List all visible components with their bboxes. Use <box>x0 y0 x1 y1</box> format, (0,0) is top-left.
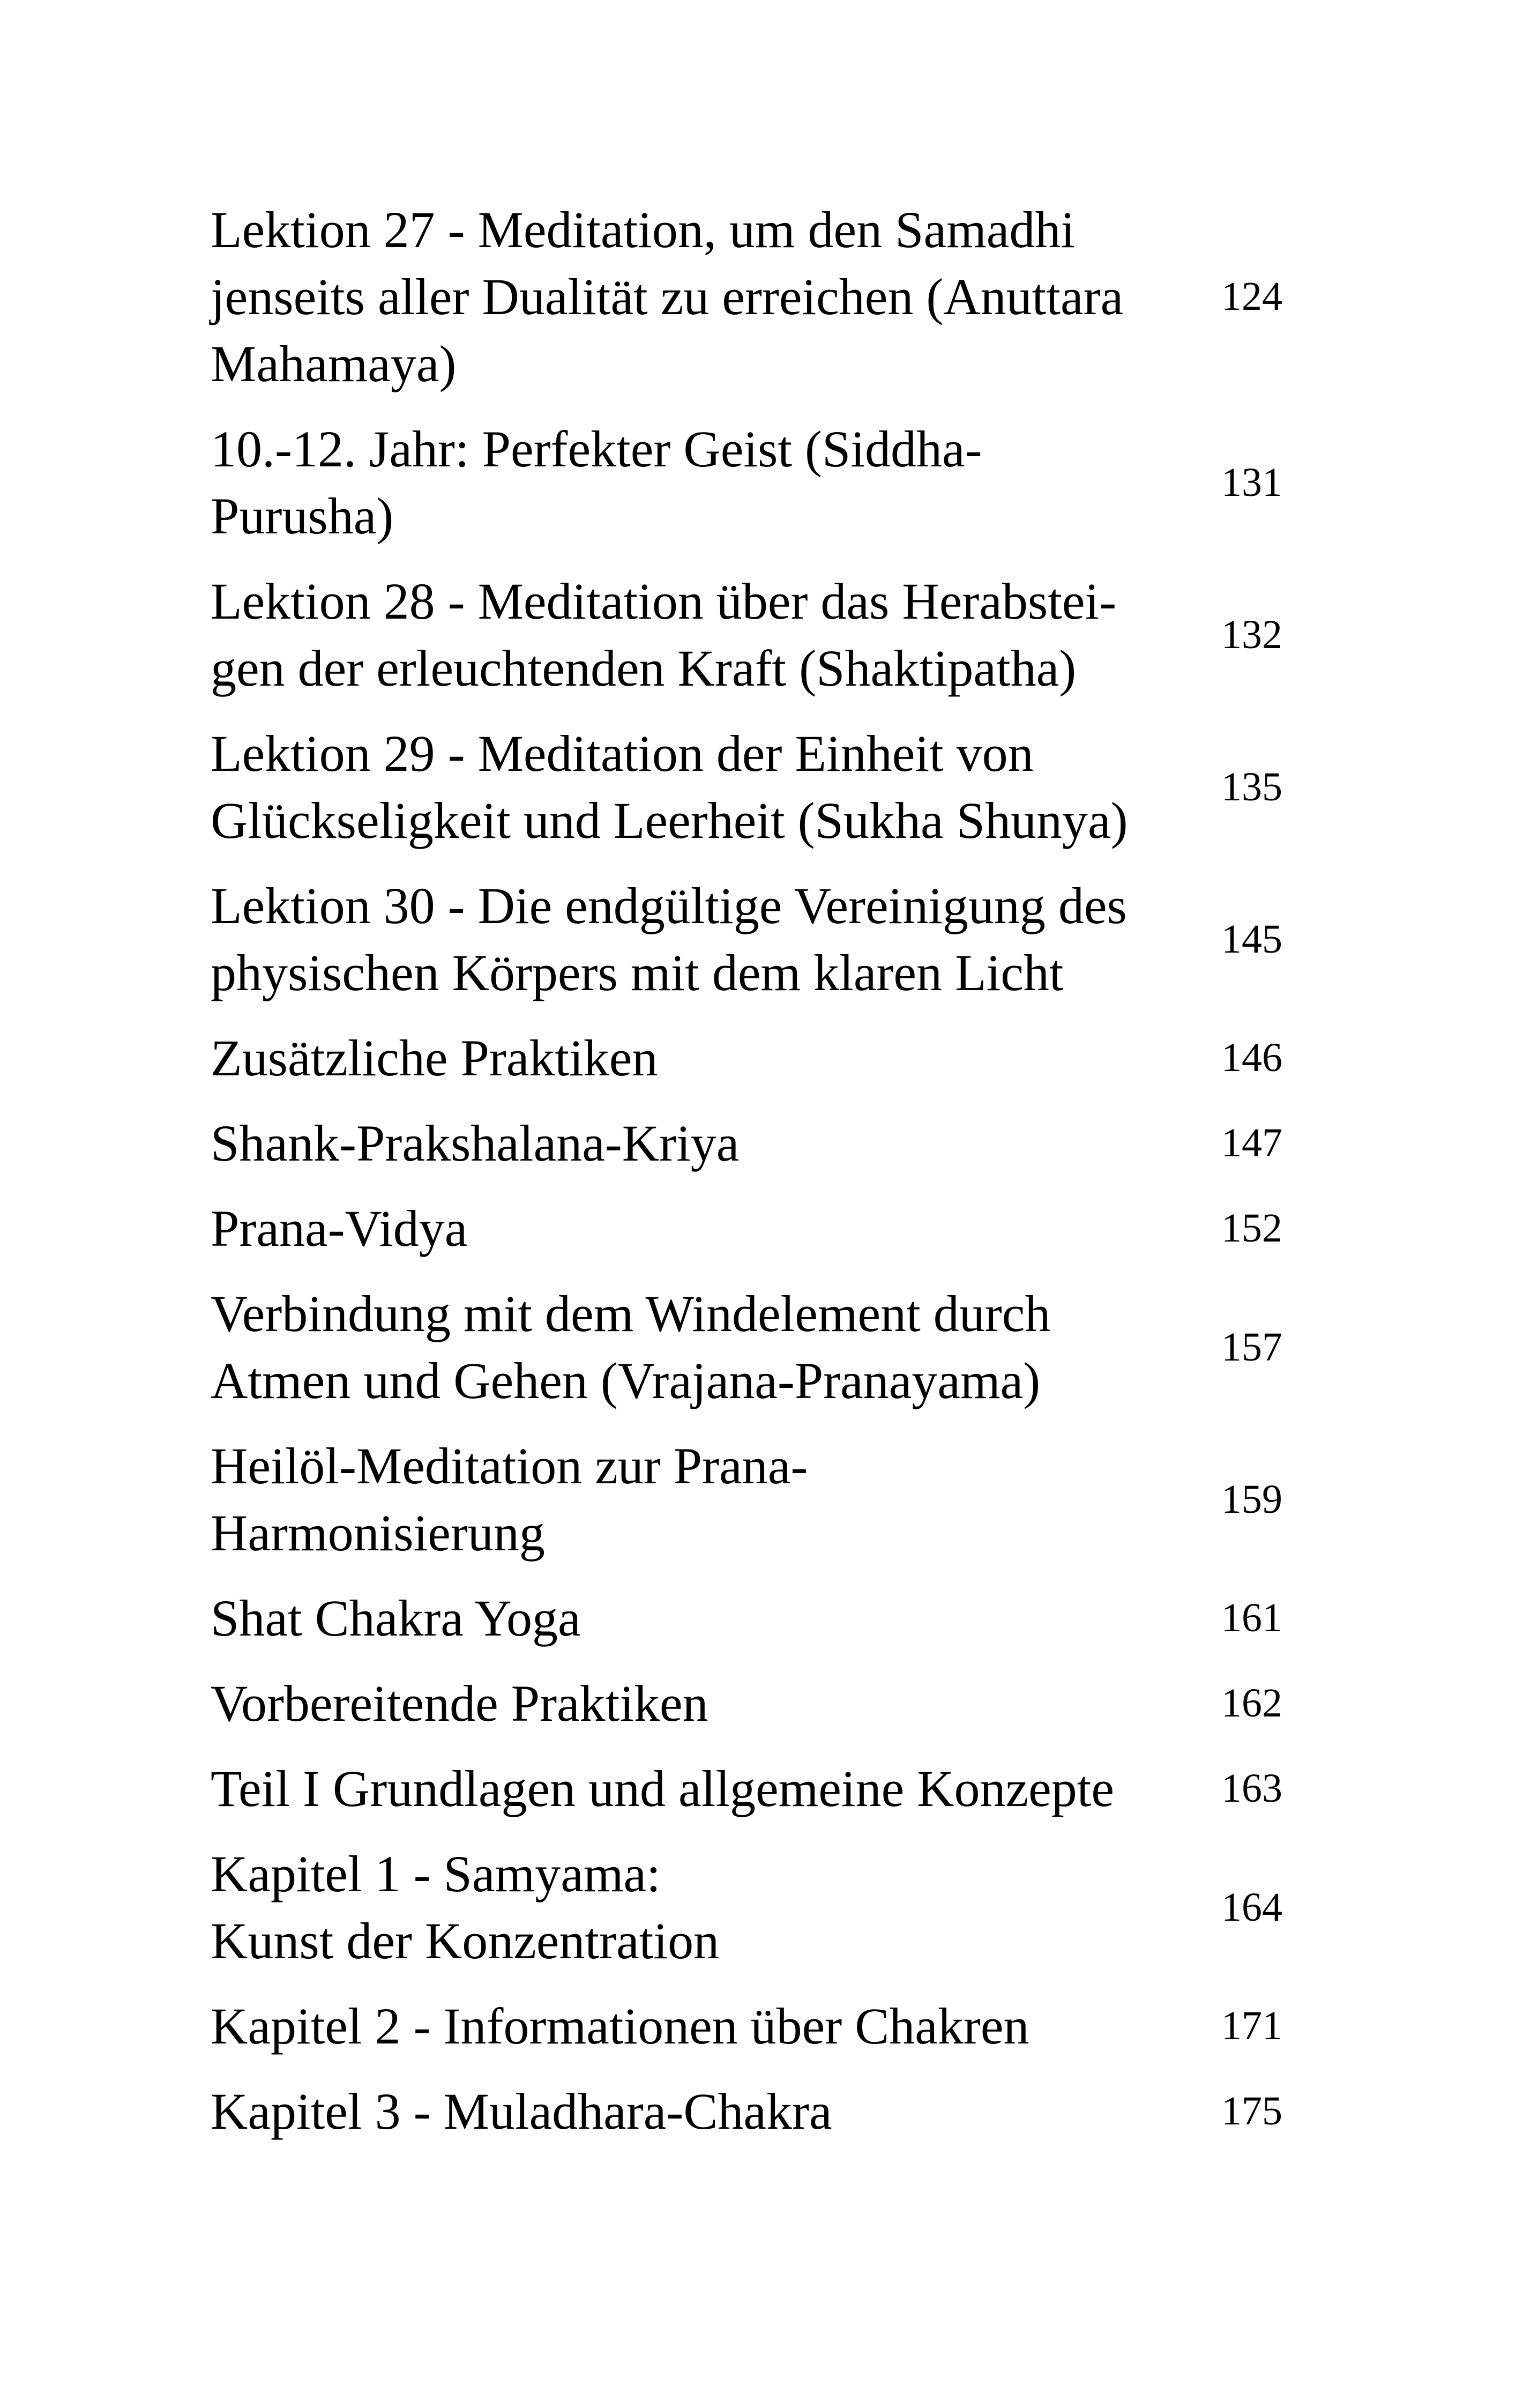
toc-entry-title: Vorbereitende Praktiken <box>211 1675 708 1732</box>
toc-entry-title: Kapitel 3 - Muladhara-Chakra <box>211 2083 832 2140</box>
toc-entry-page-number: 175 <box>1221 2089 1282 2134</box>
toc-entry[interactable] <box>211 1670 1282 1737</box>
toc-entry-title: Shank-Prakshalana-Kriya <box>211 1114 740 1172</box>
toc-entry-page-number: 145 <box>1221 916 1282 962</box>
toc-entry-title: Shat Chakra Yoga <box>211 1589 581 1647</box>
toc-entry[interactable] <box>211 415 1282 549</box>
toc-entry-page-number: 171 <box>1221 2003 1282 2048</box>
toc-entry-title: Kapitel 2 - Informationen über Chakren <box>211 1997 1029 2055</box>
table-of-contents <box>211 196 1282 2163</box>
toc-entry[interactable] <box>211 1840 1282 1974</box>
toc-entry-page-number: 152 <box>1221 1206 1282 1251</box>
toc-entry[interactable] <box>211 720 1282 854</box>
toc-entry-page-number: 163 <box>1221 1766 1282 1811</box>
toc-entry[interactable] <box>211 1110 1282 1177</box>
toc-entry-title: Lektion 30 - Die endgültige Vereinigung des physischen Körpers mit dem klaren Licht <box>211 877 1127 1001</box>
toc-entry[interactable] <box>211 196 1282 397</box>
toc-entry[interactable] <box>211 1432 1282 1566</box>
toc-entry-title: Lektion 29 - Meditation der Einheit von Glückseligkeit und Leerheit (Sukha Shunya) <box>211 725 1128 849</box>
toc-entry[interactable] <box>211 1280 1282 1414</box>
toc-entry-page-number: 164 <box>1221 1884 1282 1930</box>
toc-entry-title: Heilöl-Meditation zur Prana- Harmonisierung <box>211 1437 808 1562</box>
toc-entry[interactable] <box>211 1585 1282 1652</box>
toc-entry-title: Prana-Vidya <box>211 1200 468 1257</box>
toc-entry-page-number: 146 <box>1221 1035 1282 1080</box>
toc-entry[interactable] <box>211 1024 1282 1091</box>
toc-entry-page-number: 124 <box>1221 274 1282 319</box>
toc-entry-page-number: 161 <box>1221 1595 1282 1640</box>
toc-entry-page-number: 157 <box>1221 1324 1282 1370</box>
toc-entry-title: Lektion 27 - Meditation, um den Samadhi jenseits aller Dualität zu erreichen (Anuttara Mahamaya) <box>211 201 1124 392</box>
toc-entry[interactable] <box>211 2078 1282 2145</box>
toc-entry-title: Kapitel 1 - Samyama: Kunst der Konzentration <box>211 1845 720 1969</box>
toc-entry[interactable] <box>211 1993 1282 2060</box>
toc-entry[interactable] <box>211 872 1282 1006</box>
toc-entry-page-number: 162 <box>1221 1681 1282 1726</box>
toc-entry-page-number: 159 <box>1221 1476 1282 1522</box>
toc-entry-title: Verbindung mit dem Windelement durch Atmen und Gehen (Vrajana-Pranayama) <box>211 1285 1051 1409</box>
toc-entry-title: Teil I Grundlagen und allgemeine Konzepte <box>211 1760 1114 1817</box>
toc-entry-title: Lektion 28 - Meditation über das Herabstei- gen der erleuchtenden Kraft (Shaktipatha) <box>211 573 1117 697</box>
toc-entry-title: Zusätzliche Praktiken <box>211 1029 658 1087</box>
toc-entry[interactable] <box>211 1195 1282 1262</box>
toc-entry[interactable] <box>211 568 1282 702</box>
toc-entry[interactable] <box>211 1755 1282 1822</box>
toc-entry-page-number: 132 <box>1221 612 1282 657</box>
toc-entry-page-number: 135 <box>1221 764 1282 809</box>
toc-entry-page-number: 131 <box>1221 459 1282 505</box>
toc-entry-page-number: 147 <box>1221 1120 1282 1165</box>
toc-entry-title: 10.-12. Jahr: Perfekter Geist (Siddha- Purusha) <box>211 420 982 545</box>
